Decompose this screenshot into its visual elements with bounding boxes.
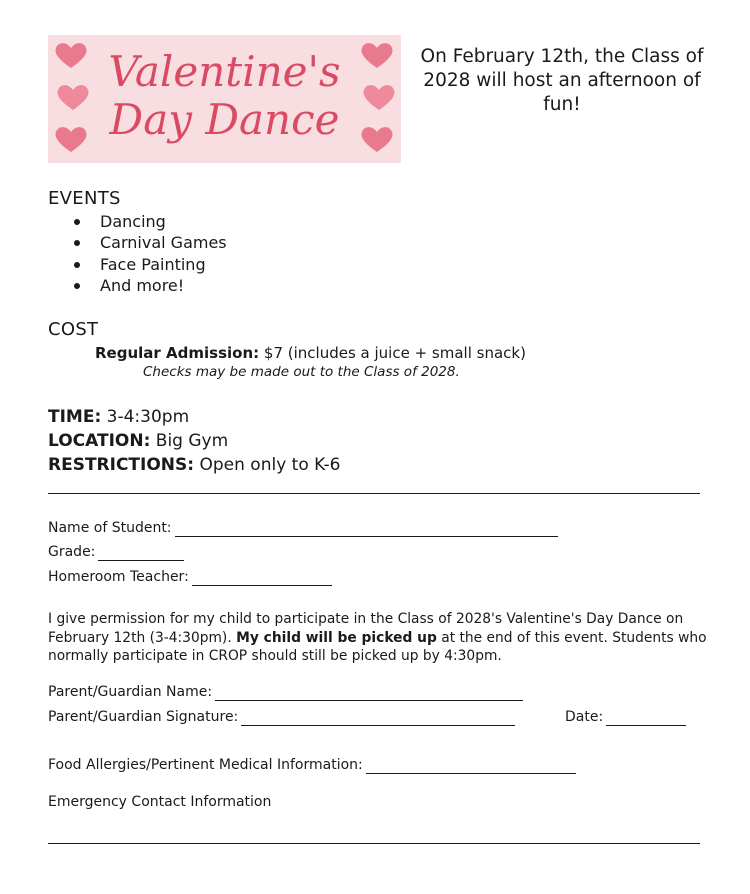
location-line — [48, 429, 228, 453]
grade-row — [48, 543, 184, 561]
events-list — [74, 211, 227, 296]
homeroom-label: Homeroom Teacher: — [48, 569, 189, 585]
time-value: 3-4:30pm — [106, 407, 190, 427]
homeroom-row — [48, 568, 332, 586]
location-label: LOCATION: — [48, 431, 151, 451]
restrictions-line — [48, 453, 340, 477]
guardian-signature-row — [48, 708, 515, 726]
date-label: Date: — [565, 709, 604, 725]
checks-note: Checks may be made out to the Class of 2028. — [143, 364, 460, 380]
student-name-row — [48, 519, 558, 537]
list-item: And more! — [74, 275, 227, 296]
grade-label: Grade: — [48, 544, 96, 560]
time-line — [48, 405, 189, 429]
permission-text-2: at the end of this event. Students who normally participate in CROP should still be picked up by 4:30pm. — [48, 629, 707, 664]
list-item: Carnival Games — [74, 232, 227, 253]
guardian-name-row — [48, 683, 523, 701]
permission-statement — [48, 610, 710, 666]
permission-text-bold: My child will be picked up — [236, 629, 437, 646]
student-name-field[interactable] — [175, 524, 558, 537]
student-name-label: Name of Student: — [48, 520, 172, 536]
grade-field[interactable] — [98, 548, 184, 561]
emergency-label: Emergency Contact Information — [48, 794, 272, 810]
cost-line — [95, 343, 526, 363]
admission-value: $7 (includes a juice + small snack) — [263, 344, 526, 362]
guardian-name-label: Parent/Guardian Name: — [48, 684, 213, 700]
emergency-contact-field[interactable] — [48, 843, 700, 844]
restrictions-label: RESTRICTIONS: — [48, 455, 195, 475]
banner-title-line1: Valentine's — [108, 47, 341, 96]
events-heading: EVENTS — [48, 188, 121, 209]
restrictions-value: Open only to K-6 — [199, 455, 341, 475]
permission-text-1: I give permission for my child to participate in the Class of 2028's Valentine's Day Dance on February 12th (3-4:30pm). — [48, 611, 684, 646]
time-label: TIME: — [48, 407, 102, 427]
allergies-label: Food Allergies/Pertinent Medical Information: — [48, 757, 363, 773]
divider — [48, 493, 700, 494]
banner-image — [48, 35, 401, 163]
allergies-row — [48, 756, 576, 774]
guardian-name-field[interactable] — [215, 688, 523, 701]
banner-title-line2: Day Dance — [109, 95, 340, 144]
list-item: Dancing — [74, 211, 227, 232]
homeroom-field[interactable] — [192, 573, 332, 586]
cost-heading: COST — [48, 319, 99, 340]
emergency-row — [48, 793, 271, 811]
location-value: Big Gym — [155, 431, 229, 451]
intro-text: On February 12th, the Class of 2028 will host an afternoon of fun! — [420, 46, 704, 115]
date-row — [565, 708, 686, 726]
admission-label: Regular Admission: — [95, 344, 260, 362]
guardian-signature-label: Parent/Guardian Signature: — [48, 709, 239, 725]
date-field[interactable] — [606, 713, 686, 726]
allergies-field[interactable] — [366, 761, 576, 774]
guardian-signature-field[interactable] — [241, 713, 515, 726]
list-item: Face Painting — [74, 254, 227, 275]
